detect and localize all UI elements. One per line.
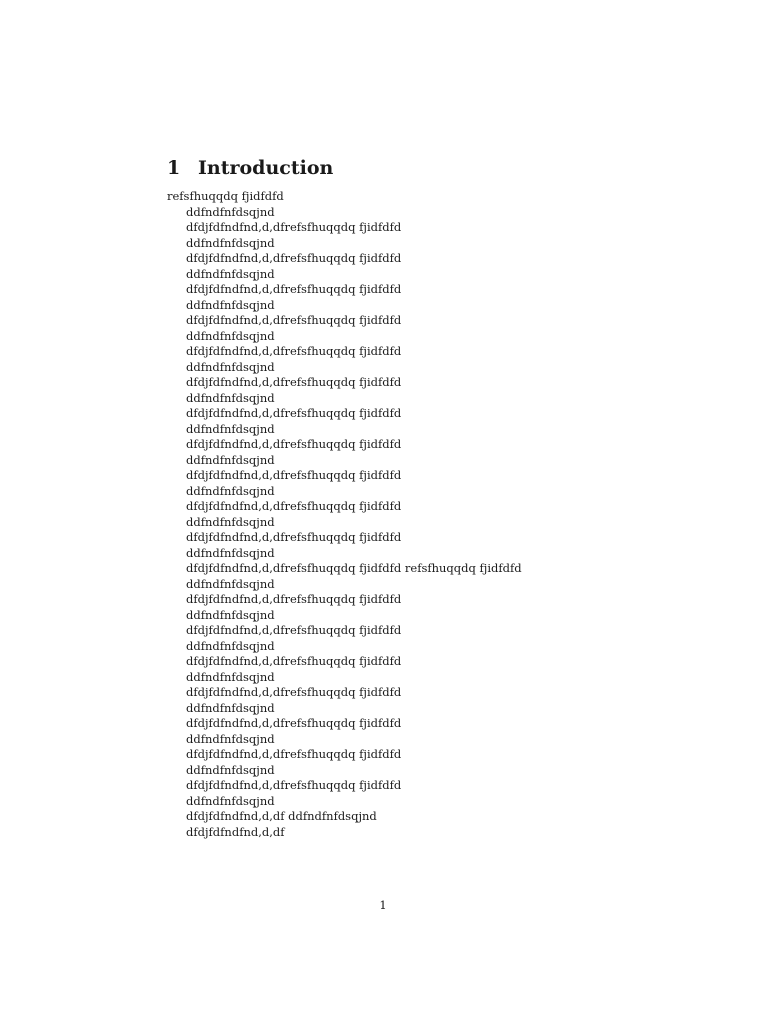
text-line: ddfndfnfdsqjnd bbox=[186, 390, 275, 405]
text-line: ddfndfnfdsqjnd bbox=[186, 545, 275, 560]
text-line: dfdjfdfndfnd,d,dfrefsfhuqqdq fjidfdfd bbox=[186, 747, 402, 761]
text-line: refsfhuqqdq fjidfdfd bbox=[167, 189, 284, 203]
text-line: ddfndfnfdsqjnd bbox=[186, 731, 275, 746]
text-line: ddfndfnfdsqjnd bbox=[186, 204, 275, 219]
text-line: dfdjfdfndfnd,d,dfrefsfhuqqdq fjidfdfd bbox=[186, 685, 402, 699]
text-line: ddfndfnfdsqjnd bbox=[186, 514, 275, 529]
text-line: ddfndfnfdsqjnd bbox=[186, 297, 275, 312]
text-line: dfdjfdfndfnd,d,dfrefsfhuqqdq fjidfdfd bbox=[186, 530, 402, 544]
text-line: ddfndfnfdsqjnd bbox=[186, 359, 275, 374]
text-line: dfdjfdfndfnd,d,dfrefsfhuqqdq fjidfdfd bbox=[186, 716, 402, 730]
text-line: ddfndfnfdsqjnd bbox=[186, 452, 275, 467]
text-line: dfdjfdfndfnd,d,dfrefsfhuqqdq fjidfdfd refsfhuqqdq fjidfdfd bbox=[186, 561, 522, 575]
text-line: dfdjfdfndfnd,d,dfrefsfhuqqdq fjidfdfd bbox=[186, 623, 402, 637]
text-line: ddfndfnfdsqjnd bbox=[186, 576, 275, 591]
text-line: dfdjfdfndfnd,d,dfrefsfhuqqdq fjidfdfd bbox=[186, 499, 402, 513]
section-heading bbox=[167, 154, 333, 182]
text-line: ddfndfnfdsqjnd bbox=[186, 607, 275, 622]
text-line: dfdjfdfndfnd,d,dfrefsfhuqqdq fjidfdfd bbox=[186, 778, 402, 792]
text-line: dfdjfdfndfnd,d,dfrefsfhuqqdq fjidfdfd bbox=[186, 654, 402, 668]
text-line: dfdjfdfndfnd,d,dfrefsfhuqqdq fjidfdfd bbox=[186, 344, 402, 358]
text-line: dfdjfdfndfnd,d,dfrefsfhuqqdq fjidfdfd bbox=[186, 251, 402, 265]
section-title: Introduction bbox=[198, 157, 334, 179]
text-line: ddfndfnfdsqjnd bbox=[186, 421, 275, 436]
text-line: ddfndfnfdsqjnd bbox=[186, 762, 275, 777]
text-line: ddfndfnfdsqjnd bbox=[186, 669, 275, 684]
section-number: 1 bbox=[167, 157, 181, 179]
text-line: dfdjfdfndfnd,d,dfrefsfhuqqdq fjidfdfd bbox=[186, 592, 402, 606]
text-line: ddfndfnfdsqjnd bbox=[186, 328, 275, 343]
text-line: ddfndfnfdsqjnd bbox=[186, 483, 275, 498]
text-line: dfdjfdfndfnd,d,df bbox=[186, 824, 285, 839]
text-line: ddfndfnfdsqjnd bbox=[186, 266, 275, 281]
text-line: ddfndfnfdsqjnd bbox=[186, 638, 275, 653]
text-line: ddfndfnfdsqjnd bbox=[186, 793, 275, 808]
text-line: dfdjfdfndfnd,d,dfrefsfhuqqdq fjidfdfd bbox=[186, 282, 402, 296]
text-line: dfdjfdfndfnd,d,df ddfndfnfdsqjnd bbox=[186, 809, 377, 823]
text-line: dfdjfdfndfnd,d,dfrefsfhuqqdq fjidfdfd bbox=[186, 468, 402, 482]
text-line: dfdjfdfndfnd,d,dfrefsfhuqqdq fjidfdfd bbox=[186, 437, 402, 451]
text-line: dfdjfdfndfnd,d,dfrefsfhuqqdq fjidfdfd bbox=[186, 313, 402, 327]
text-line: ddfndfnfdsqjnd bbox=[186, 235, 275, 250]
page-number: 1 bbox=[379, 898, 387, 912]
text-line: dfdjfdfndfnd,d,dfrefsfhuqqdq fjidfdfd bbox=[186, 406, 402, 420]
text-line: ddfndfnfdsqjnd bbox=[186, 700, 275, 715]
text-line: dfdjfdfndfnd,d,dfrefsfhuqqdq fjidfdfd bbox=[186, 220, 402, 234]
text-line: dfdjfdfndfnd,d,dfrefsfhuqqdq fjidfdfd bbox=[186, 375, 402, 389]
body-text bbox=[167, 189, 727, 840]
